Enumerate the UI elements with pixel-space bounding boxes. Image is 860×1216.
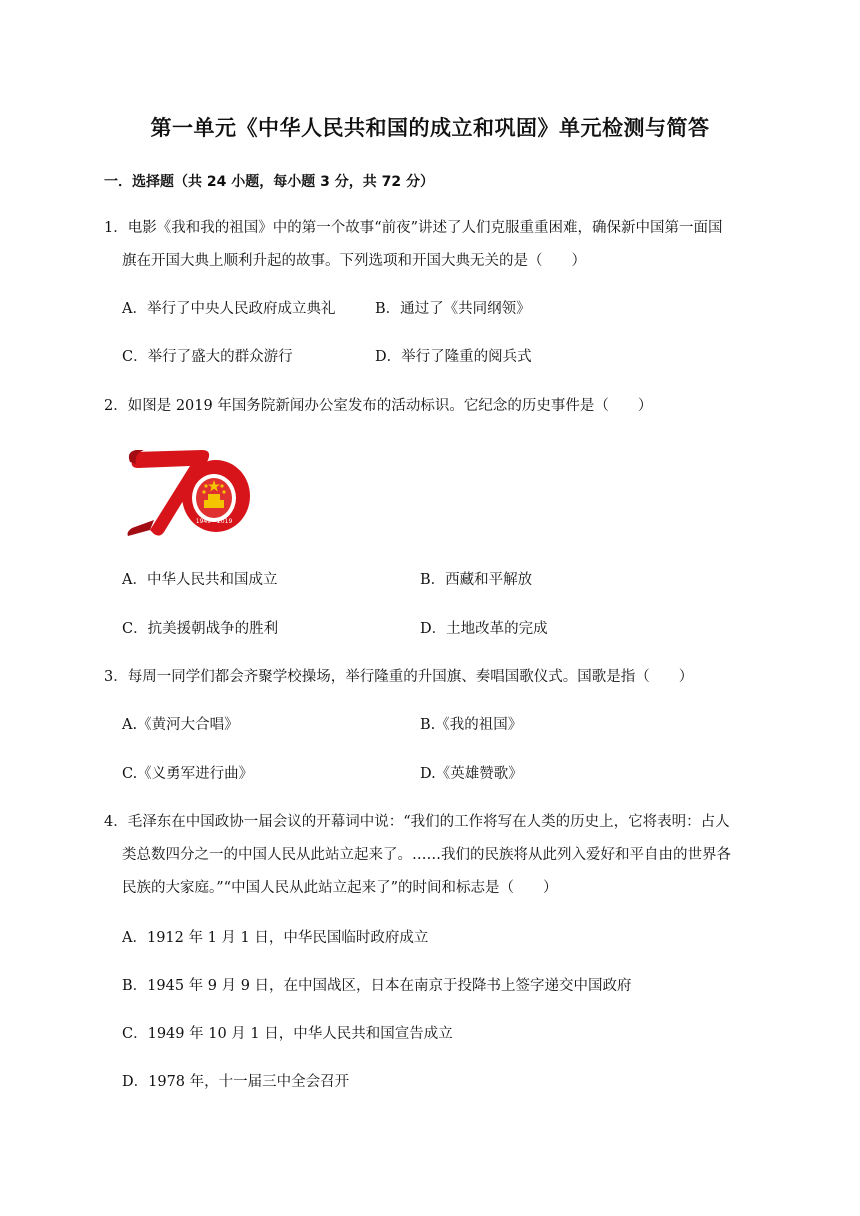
- question-1-option-c: C．举行了盛大的群众游行: [122, 349, 293, 365]
- question-4-line-1: 4．毛泽东在中国政协一届会议的开幕词中说：“我们的工作将写在人类的历史上，它将表明：占人: [104, 814, 730, 830]
- question-2-option-a: A．中华人民共和国成立: [122, 572, 278, 588]
- question-4-option-b: B．1945 年 9 月 9 日，在中国战区，日本在南京于投降书上签字递交中国政府: [122, 978, 632, 994]
- question-4-option-d: D．1978 年，十一届三中全会召开: [122, 1074, 350, 1090]
- question-1-option-d: D．举行了隆重的阅兵式: [375, 349, 532, 365]
- section-heading: 一．选择题（共 24 小题，每小题 3 分，共 72 分）: [104, 174, 434, 190]
- question-1-line-2: 旗在开国大典上顺利升起的故事。下列选项和开国大典无关的是（ ）: [122, 253, 586, 269]
- question-3-option-c: C.《义勇军进行曲》: [122, 766, 254, 782]
- page-title: 第一单元《中华人民共和国的成立和巩固》单元检测与简答: [150, 116, 710, 140]
- question-4-option-c: C．1949 年 10 月 1 日，中华人民共和国宣告成立: [122, 1026, 453, 1042]
- question-2-option-c: C．抗美援朝战争的胜利: [122, 621, 279, 637]
- anniversary-70-logo: [124, 444, 254, 540]
- question-2-option-d: D．土地改革的完成: [420, 621, 548, 637]
- question-4-option-a: A．1912 年 1 月 1 日，中华民国临时政府成立: [122, 930, 429, 946]
- logo-years-label: 1949—2019: [195, 518, 233, 525]
- question-1-line-1: 1．电影《我和我的祖国》中的第一个故事“前夜”讲述了人们克服重重困难，确保新中国第一面国: [104, 220, 723, 236]
- question-1-option-a: A．举行了中央人民政府成立典礼: [122, 301, 336, 317]
- question-2-option-b: B．西藏和平解放: [420, 572, 533, 588]
- question-2-line-1: 2．如图是 2019 年国务院新闻办公室发布的活动标识。它纪念的历史事件是（ ）: [104, 398, 653, 414]
- question-4-line-3: 民族的大家庭。”“中国人民从此站立起来了”的时间和标志是（ ）: [122, 880, 558, 896]
- question-3-option-b: B.《我的祖国》: [420, 717, 523, 733]
- question-3-option-a: A.《黄河大合唱》: [122, 717, 239, 733]
- question-1-option-b: B．通过了《共同纲领》: [375, 301, 531, 317]
- question-3-line-1: 3．每周一同学们都会齐聚学校操场，举行隆重的升国旗、奏唱国歌仪式。国歌是指（ ）: [104, 669, 694, 685]
- question-3-option-d: D.《英雄赞歌》: [420, 766, 523, 782]
- question-4-line-2: 类总数四分之一的中国人民从此站立起来了。……我们的民族将从此列入爱好和平自由的世界各: [122, 847, 731, 863]
